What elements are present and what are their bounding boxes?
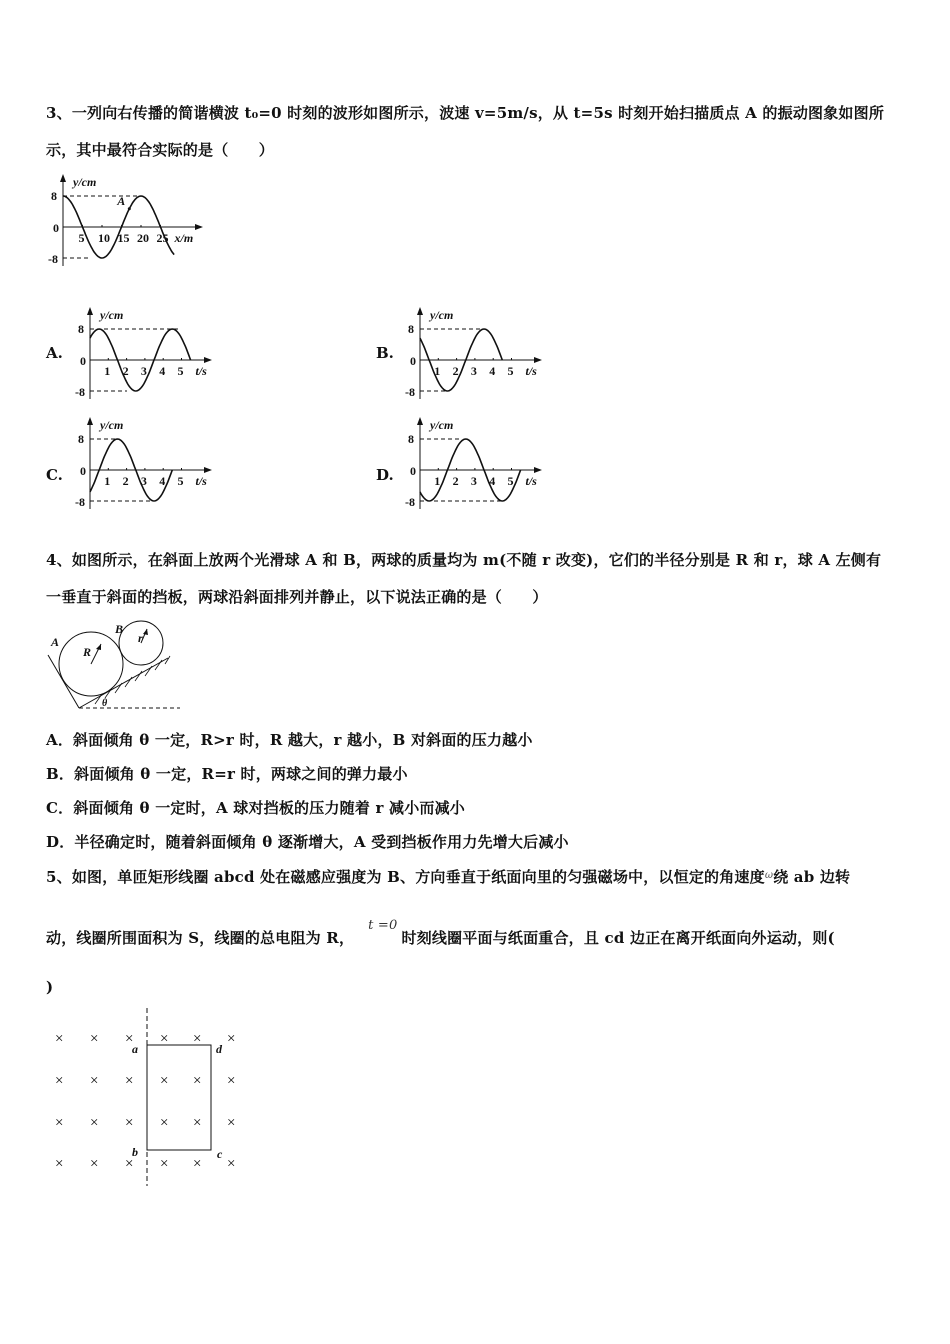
x-tick-label: 1	[434, 474, 441, 488]
magnetic-field-cross-icon: ×	[125, 1115, 134, 1131]
barrier-line	[48, 655, 79, 708]
y-axis-arrow	[87, 307, 93, 315]
y-tick-label: 8	[51, 189, 57, 203]
x-tick-label: 5	[177, 364, 184, 378]
q5-line2-b: 时刻线圈平面与纸面重合，且 cd 边正在离开纸面向外运动，则(	[401, 929, 835, 947]
y-axis-arrow	[417, 417, 423, 425]
q3-option-graph-d[interactable]	[405, 417, 542, 509]
x-tick-label: 4	[489, 364, 496, 378]
y-axis-label: y/cm	[430, 418, 454, 432]
magnetic-field-cross-icon: ×	[227, 1073, 236, 1089]
label-theta: θ	[102, 698, 108, 709]
coil-abcd	[147, 1045, 211, 1150]
y-axis-arrow	[87, 417, 93, 425]
y-tick-label: 0	[80, 464, 86, 478]
y-tick-label: 8	[408, 322, 414, 336]
y-tick-label: -8	[75, 495, 85, 509]
y-tick-label: 0	[80, 354, 86, 368]
x-axis-arrow	[204, 357, 212, 363]
y-tick-label: -8	[75, 385, 85, 399]
q3-stem-line1: 3、一列向右传播的简谐横波 t₀=0 时刻的波形如图所示，波速 v=5m/s，从 t=5s 时刻开始扫描质点 A 的振动图象如图所	[46, 104, 885, 122]
incline-line	[79, 658, 168, 708]
point-a-label: A	[117, 193, 126, 208]
magnetic-field-cross-icon: ×	[90, 1115, 99, 1131]
q3-option-d-label[interactable]: D.	[376, 466, 394, 484]
x-tick-label: 20	[137, 231, 149, 245]
label-r: r	[138, 631, 143, 645]
y-axis-label: y/cm	[100, 418, 124, 432]
x-tick-label: 1	[104, 474, 111, 488]
magnetic-field-cross-icon: ×	[193, 1073, 202, 1089]
corner-a: a	[132, 1042, 138, 1056]
magnetic-field-cross-icon: ×	[90, 1156, 99, 1172]
x-tick-label: 1	[434, 364, 441, 378]
magnetic-field-cross-icon: ×	[55, 1031, 64, 1047]
x-tick-label: 25	[156, 231, 169, 245]
magnetic-field-cross-icon: ×	[227, 1156, 236, 1172]
q3-option-graph-c[interactable]	[75, 417, 212, 509]
x-axis-arrow	[534, 357, 542, 363]
y-tick-label: -8	[48, 252, 58, 266]
magnetic-field-cross-icon: ×	[160, 1156, 169, 1172]
q3-option-b-label[interactable]: B.	[376, 344, 394, 362]
x-axis-label: x/m	[174, 231, 194, 245]
q3-option-graph-b[interactable]	[405, 307, 542, 399]
x-tick-label: 3	[470, 364, 477, 378]
magnetic-field-cross-icon: ×	[160, 1115, 169, 1131]
corner-c: c	[217, 1147, 223, 1161]
x-axis-label: t/s	[525, 474, 537, 488]
q4-option-b[interactable]: B．斜面倾角 θ 一定，R=r 时，两球之间的弹力最小	[46, 765, 408, 783]
label-R: R	[83, 645, 92, 659]
q5-stem-line3: )	[46, 978, 54, 996]
magnetic-field-cross-icon: ×	[193, 1156, 202, 1172]
y-axis-label: y/cm	[100, 308, 124, 322]
y-tick-label: 8	[78, 432, 84, 446]
magnetic-field-cross-icon: ×	[160, 1031, 169, 1047]
label-a: A	[51, 635, 60, 649]
y-axis-label: y/cm	[430, 308, 454, 322]
y-tick-label: 0	[53, 221, 59, 235]
x-tick-label: 1	[104, 364, 111, 378]
q5-stem-line2	[46, 918, 835, 948]
x-tick-label: 5	[78, 231, 85, 245]
magnetic-field-cross-icon: ×	[227, 1115, 236, 1131]
x-tick-label: 5	[177, 474, 184, 488]
x-tick-label: 4	[159, 474, 166, 488]
t-zero-formula: t =0	[368, 918, 398, 933]
magnetic-field-cross-icon: ×	[193, 1031, 202, 1047]
magnetic-field-cross-icon: ×	[160, 1073, 169, 1089]
x-axis-arrow	[204, 467, 212, 473]
y-tick-label: 0	[410, 354, 416, 368]
magnetic-field-cross-icon: ×	[55, 1156, 64, 1172]
q5-line1-b: 绕 ab 边转	[773, 868, 851, 886]
x-tick-label: 4	[489, 474, 496, 488]
x-axis-label: t/s	[195, 474, 207, 488]
y-axis-label: y/cm	[73, 175, 97, 189]
magnetic-field-cross-icon: ×	[90, 1031, 99, 1047]
magnetic-field-cross-icon: ×	[90, 1073, 99, 1089]
y-axis-arrow	[417, 307, 423, 315]
corner-b: b	[132, 1145, 138, 1159]
x-axis-arrow	[534, 467, 542, 473]
x-tick-label: 4	[159, 364, 166, 378]
x-axis-label: t/s	[195, 364, 207, 378]
x-tick-label: 5	[507, 474, 514, 488]
x-tick-label: 2	[452, 364, 459, 378]
q4-stem-line2: 一垂直于斜面的挡板，两球沿斜面排列并静止，以下说法正确的是（ ）	[46, 588, 548, 606]
q4-option-a[interactable]: A．斜面倾角 θ 一定，R>r 时，R 越大，r 越小，B 对斜面的压力越小	[46, 731, 533, 749]
magnetic-field-cross-icon: ×	[55, 1073, 64, 1089]
x-tick-label: 10	[98, 231, 110, 245]
y-tick-label: -8	[405, 495, 415, 509]
x-tick-label: 2	[122, 364, 129, 378]
q4-stem-line1: 4、如图所示，在斜面上放两个光滑球 A 和 B，两球的质量均为 m(不随 r 改变)，它们的半径分别是 R 和 r，球 A 左侧有	[46, 551, 882, 569]
x-tick-label: 3	[140, 474, 147, 488]
x-tick-label: 3	[140, 364, 147, 378]
magnetic-field-cross-icon: ×	[227, 1031, 236, 1047]
magnetic-field-cross-icon: ×	[125, 1156, 134, 1172]
y-tick-label: 8	[78, 322, 84, 336]
q4-option-c[interactable]: C．斜面倾角 θ 一定时，A 球对挡板的压力随着 r 减小而减小	[46, 799, 465, 817]
y-tick-label: 0	[410, 464, 416, 478]
y-axis-arrow	[60, 174, 66, 182]
x-tick-label: 15	[117, 231, 130, 245]
x-axis-arrow	[195, 224, 203, 230]
x-tick-label: 3	[470, 474, 477, 488]
point-a	[128, 207, 131, 210]
label-b: B	[115, 622, 124, 636]
corner-d: d	[216, 1042, 222, 1056]
x-axis-label: t/s	[525, 364, 537, 378]
q5-line2-a: 动，线圈所围面积为 S，线圈的总电阻为 R，	[46, 929, 355, 947]
magnetic-field-cross-icon: ×	[193, 1115, 202, 1131]
magnetic-field-cross-icon: ×	[125, 1073, 134, 1089]
x-tick-label: 2	[122, 474, 129, 488]
q4-option-d[interactable]: D．半径确定时，随着斜面倾角 θ 逐渐增大，A 受到挡板作用力先增大后减小	[46, 833, 569, 851]
magnetic-field-cross-icon: ×	[125, 1031, 134, 1047]
q3-option-c-label[interactable]: C.	[46, 466, 63, 484]
x-tick-label: 2	[452, 474, 459, 488]
omega-symbol: ω	[764, 870, 774, 881]
q3-stem-line2: 示，其中最符合实际的是（ ）	[46, 141, 275, 159]
y-tick-label: 8	[408, 432, 414, 446]
q5-stem-line1	[46, 866, 850, 887]
q3-option-graph-a[interactable]	[75, 307, 212, 399]
magnetic-field-cross-icon: ×	[55, 1115, 64, 1131]
q5-line1-a: 5、如图，单匝矩形线圈 abcd 处在磁感应强度为 B、方向垂直于纸面向里的匀强磁场中，以恒定的角速度	[46, 868, 765, 886]
q3-option-a-label[interactable]: A.	[46, 344, 63, 362]
x-tick-label: 5	[507, 364, 514, 378]
y-tick-label: -8	[405, 385, 415, 399]
